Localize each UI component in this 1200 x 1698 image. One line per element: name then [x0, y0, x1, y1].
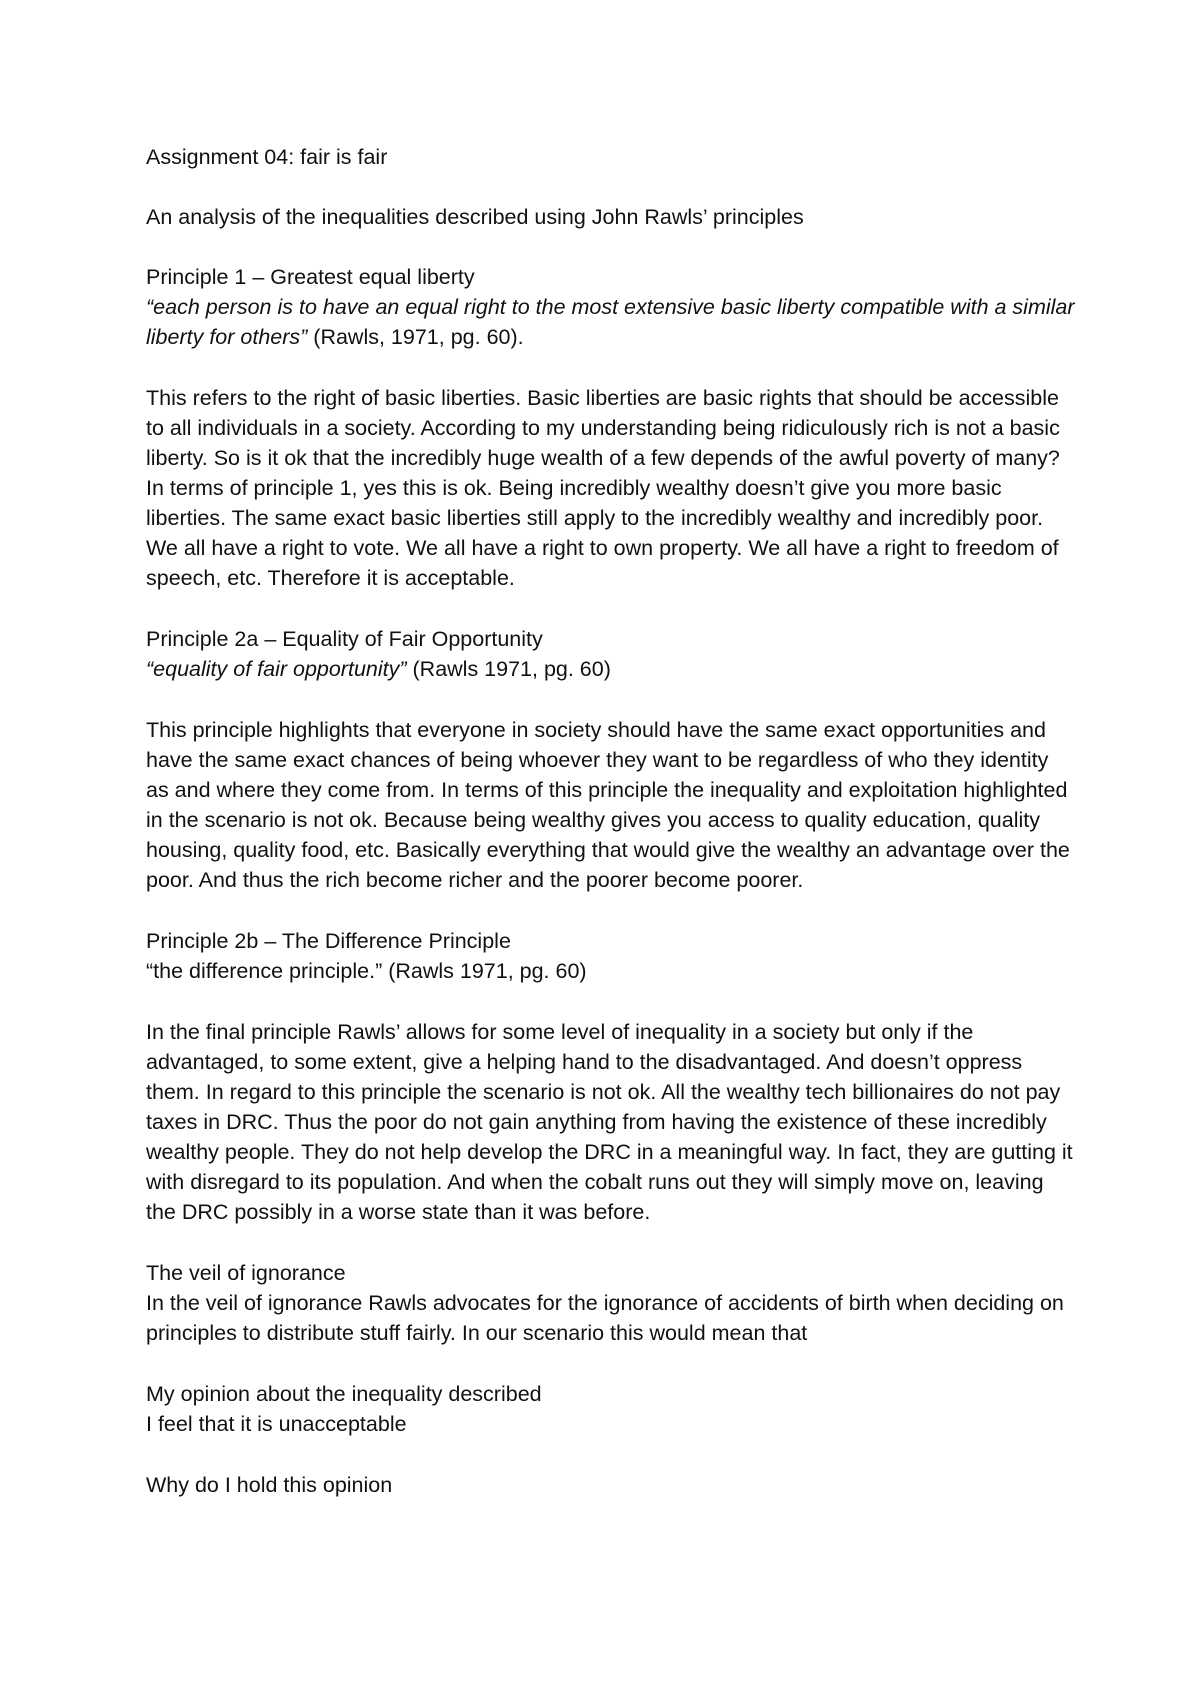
document-subtitle: An analysis of the inequalities described using John Rawls’ principles — [146, 205, 804, 229]
why-heading: Why do I hold this opinion — [146, 1473, 393, 1497]
document-title: Assignment 04: fair is fair — [146, 145, 388, 169]
principle-2a-body: This principle highlights that everyone in society should have the same exact opportunities and have the same exact chances of being whoever they want to be regardless of who they identity as and where they come from. In terms of this principle the inequality and exploitation highlighted in the scenario is not ok. Because being wealthy gives you access to quality education, quality housing, quality food, etc. Basically everything that would give the wealthy an advantage over the poor. And thus the rich become richer and the poorer become poorer. — [146, 718, 1070, 892]
opinion-body: I feel that it is unacceptable — [146, 1412, 407, 1436]
principle-1-quote-text: “each person is to have an equal right to the most extensive basic liberty compatible with a similar liberty for others” — [146, 295, 1075, 349]
principle-2a-heading: Principle 2a – Equality of Fair Opportunity — [146, 627, 543, 651]
principle-1-citation: (Rawls, 1971, pg. 60). — [307, 325, 524, 349]
principle-2a-quote-text: “equality of fair opportunity” — [146, 657, 407, 681]
principle-1-body: This refers to the right of basic liberties. Basic liberties are basic rights that should be accessible to all individuals in a society. According to my understanding being ridiculously rich is not a basic liberty. So is it ok that the incredibly huge wealth of a few depends of the awful poverty of many? In terms of principle 1, yes this is ok. Being incredibly wealthy doesn’t give you more basic liberties. The same exact basic liberties still apply to the incredibly wealthy and incredibly poor. We all have a right to vote. We all have a right to own property. We all have a right to freedom of speech, etc. Therefore it is acceptable. — [146, 386, 1060, 590]
principle-2b-heading: Principle 2b – The Difference Principle — [146, 929, 511, 953]
veil-heading: The veil of ignorance — [146, 1261, 346, 1285]
principle-2b-quote: “the difference principle.” (Rawls 1971, pg. 60) — [146, 959, 587, 983]
principle-1-quote — [146, 292, 1076, 352]
principle-1-heading: Principle 1 – Greatest equal liberty — [146, 265, 475, 289]
document-content — [146, 142, 1076, 1500]
principle-2a-quote — [146, 654, 1076, 684]
principle-2a-citation: (Rawls 1971, pg. 60) — [406, 657, 611, 681]
veil-body: In the veil of ignorance Rawls advocates for the ignorance of accidents of birth when deciding on principles to distribute stuff fairly. In our scenario this would mean that — [146, 1291, 1064, 1345]
opinion-heading: My opinion about the inequality described — [146, 1382, 542, 1406]
principle-2b-body: In the final principle Rawls’ allows for some level of inequality in a society but only if the advantaged, to some extent, give a helping hand to the disadvantaged. And doesn’t oppress them. In regard to this principle the scenario is not ok. All the wealthy tech billionaires do not pay taxes in DRC. Thus the poor do not gain anything from having the existence of these incredibly wealthy people. They do not help develop the DRC in a meaningful way. In fact, they are gutting it with disregard to its population. And when the cobalt runs out they will simply move on, leaving the DRC possibly in a worse state than it was before. — [146, 1020, 1073, 1224]
